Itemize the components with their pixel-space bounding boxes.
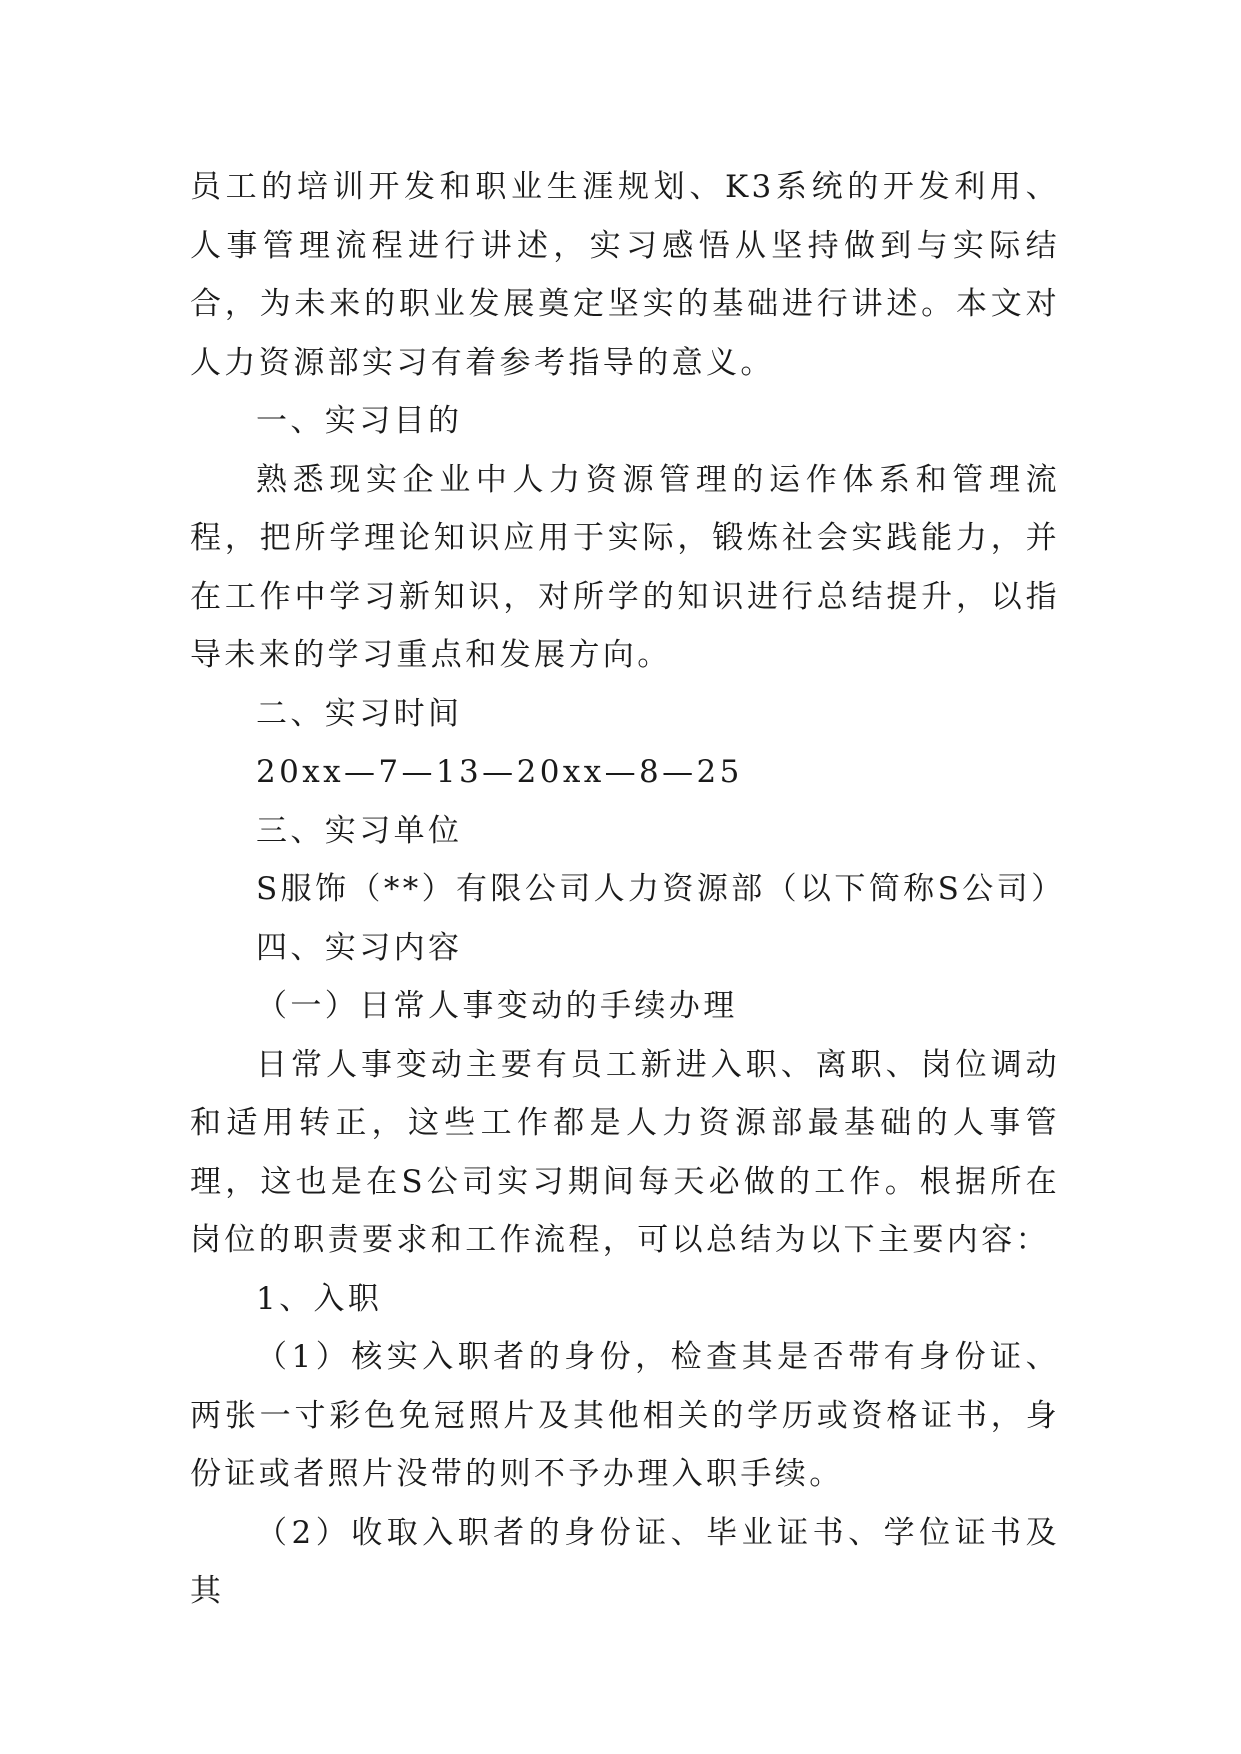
unit-paragraph: S服饰（**）有限公司人力资源部（以下简称S公司） — [256, 871, 1066, 907]
section-heading-purpose: 一、实习目的 — [256, 403, 463, 439]
subsection-heading-personnel: （一）日常人事变动的手续办理 — [256, 988, 738, 1024]
section-heading-content: 四、实习内容 — [256, 929, 463, 966]
section-heading-time: 二、实习时间 — [256, 695, 463, 732]
time-paragraph: 20xx—7—13—20xx—8—25 — [256, 754, 743, 790]
purpose-paragraph: 熟悉现实企业中人力资源管理的运作体系和管理流程，把所学理论知识应用于实际，锻炼社会实践能力，并在工作中学习新知识，对所学的知识进行总结提升，以指导未来的学习重点和发展方向。 — [190, 461, 1060, 673]
onboarding-step-1: （1）核实入职者的身份，检查其是否带有身份证、两张一寸彩色免冠照片及其他相关的学历或资格证书，身份证或者照片没带的则不予办理入职手续。 — [190, 1339, 1060, 1492]
intro-paragraph: 员工的培训开发和职业生涯规划、K3系统的开发利用、人事管理流程进行讲述，实习感悟从坚持做到与实际结合，为未来的职业发展奠定坚实的基础进行讲述。本文对人力资源部实习有着参考指导的意义。 — [190, 169, 1060, 381]
document-body — [190, 158, 1066, 1621]
item-heading-onboarding: 1、入职 — [256, 1280, 383, 1317]
personnel-paragraph: 日常人事变动主要有员工新进入职、离职、岗位调动和适用转正，这些工作都是人力资源部最基础的人事管理，这也是在S公司实习期间每天必做的工作。根据所在岗位的职责要求和工作流程，可以总结为以下主要内容： — [190, 1046, 1060, 1258]
section-heading-unit: 三、实习单位 — [256, 812, 463, 849]
onboarding-step-2: （2）收取入职者的身份证、毕业证书、学位证书及其 — [190, 1514, 1060, 1609]
